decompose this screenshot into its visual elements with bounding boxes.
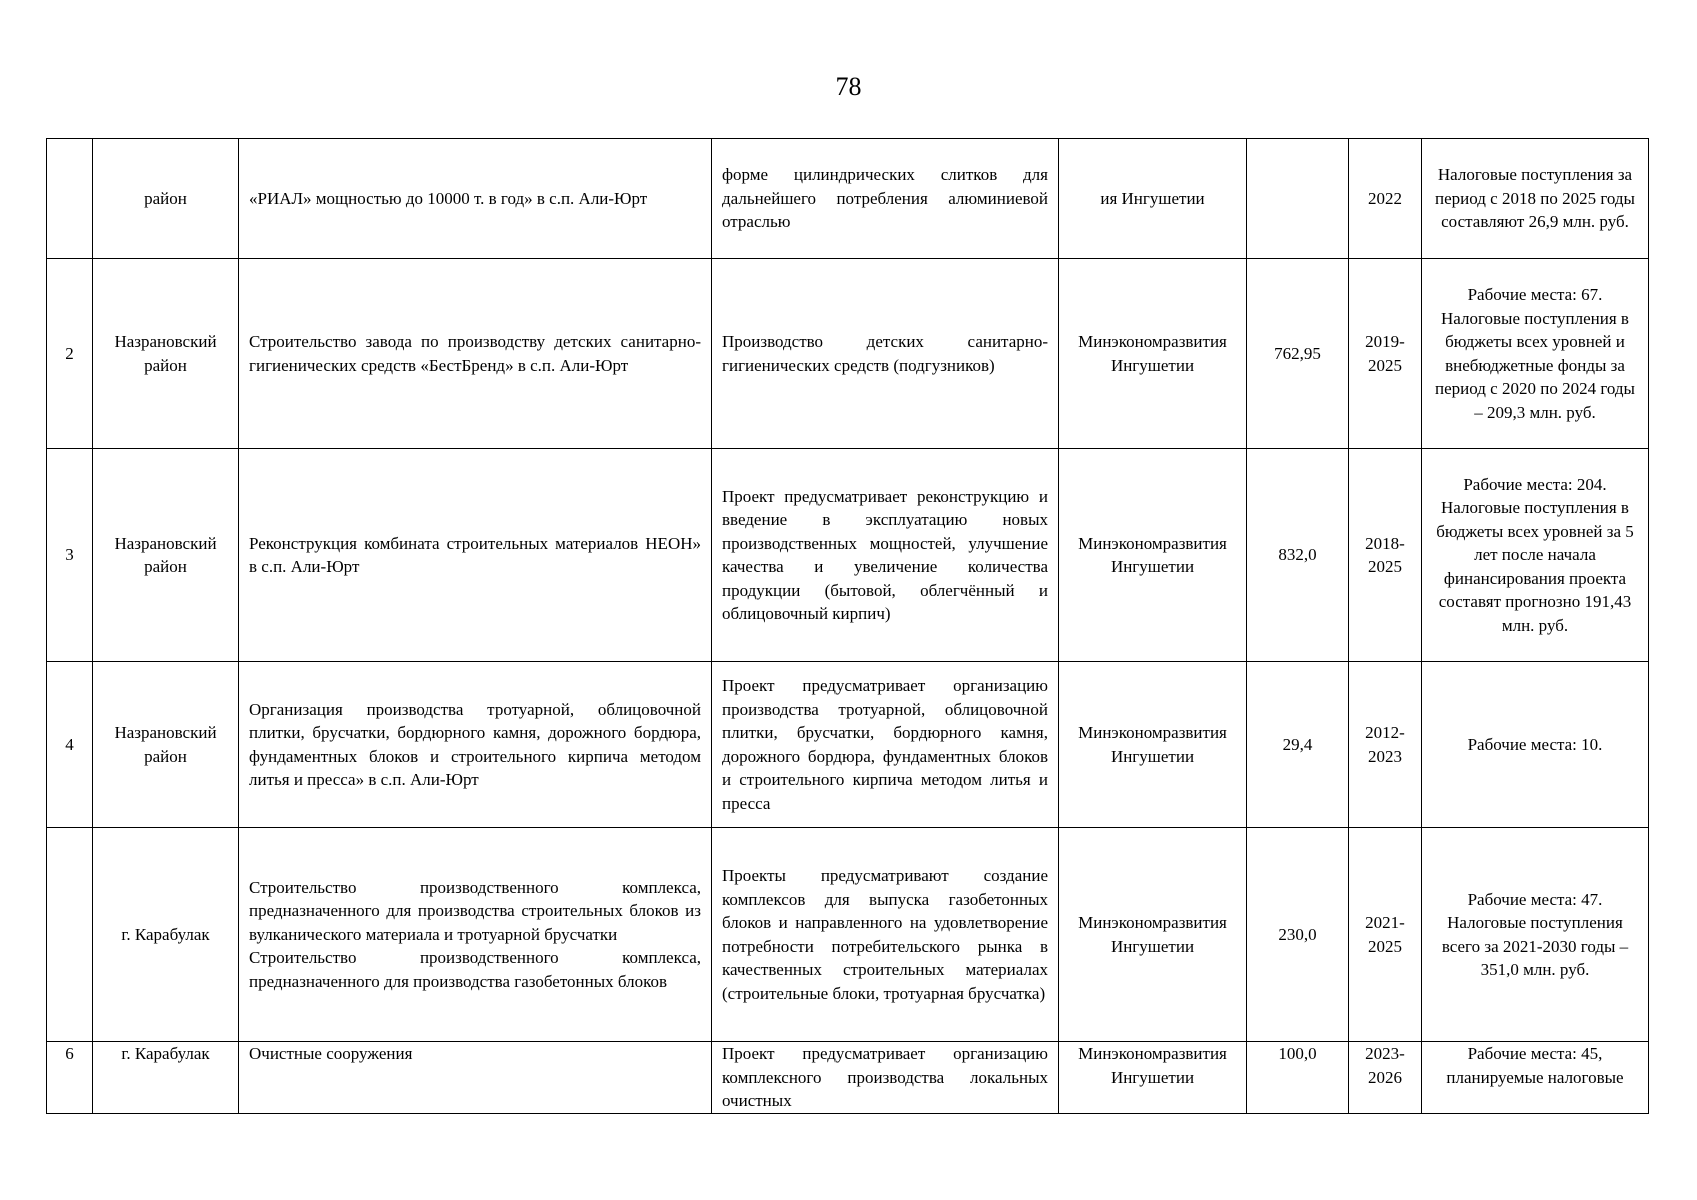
table-row <box>47 662 1649 828</box>
responsible-cell: Минэкономразвития Ингушетии <box>1059 662 1247 828</box>
district-cell: г. Карабулак <box>93 1042 239 1114</box>
table-row <box>47 139 1649 259</box>
row-number: 4 <box>47 662 93 828</box>
responsible-cell: Минэкономразвития Ингушетии <box>1059 449 1247 662</box>
cost-cell <box>1247 139 1349 259</box>
row-number <box>47 139 93 259</box>
effect-cell: Налоговые поступления за период с 2018 по 2025 годы составляют 26,9 млн. руб. <box>1422 139 1649 259</box>
effect-cell: Рабочие места: 67. Налоговые поступления в бюджеты всех уровней и внебюджетные фонды за период с 2020 по 2024 годы – 209,3 млн. руб. <box>1422 259 1649 449</box>
district-cell: Назрановский район <box>93 662 239 828</box>
years-cell: 2019-2025 <box>1349 259 1422 449</box>
description-cell: Проекты предусматривают создание комплексов для выпуска газобетонных блоков и направленного на удовлетворение потребности потребительского рынка в качественных строительных материалах (строительные блоки, тротуарная брусчатка) <box>712 828 1059 1042</box>
years-cell: 2023-2026 <box>1349 1042 1422 1114</box>
row-number <box>47 828 93 1042</box>
cost-cell: 100,0 <box>1247 1042 1349 1114</box>
description-cell: форме цилиндрических слитков для дальнейшего потребления алюминиевой отраслью <box>712 139 1059 259</box>
district-cell: район <box>93 139 239 259</box>
years-cell: 2012-2023 <box>1349 662 1422 828</box>
responsible-cell: Минэкономразвития Ингушетии <box>1059 828 1247 1042</box>
responsible-cell: Минэкономразвития Ингушетии <box>1059 259 1247 449</box>
row-number: 6 <box>47 1042 93 1114</box>
project-cell: Реконструкция комбината строительных материалов НЕОН» в с.п. Али-Юрт <box>239 449 712 662</box>
table-row <box>47 449 1649 662</box>
cost-cell: 762,95 <box>1247 259 1349 449</box>
project-cell: Строительство производственного комплекса, предназначенного для производства строительных блоков из вулканического материала и тротуарной брусчатки Строительство производственного комплекса, предназначенного для производства газобетонных блоков <box>239 828 712 1042</box>
description-cell: Производство детских санитарно-гигиенических средств (подгузников) <box>712 259 1059 449</box>
description-cell: Проект предусматривает организацию комплексного производства локальных очистных <box>712 1042 1059 1114</box>
project-cell: Строительство завода по производству детских санитарно-гигиенических средств «БестБренд» в с.п. Али-Юрт <box>239 259 712 449</box>
table-row <box>47 828 1649 1042</box>
project-cell: Организация производства тротуарной, облицовочной плитки, брусчатки, бордюрного камня, дорожного бордюра, фундаментных блоков и строительного кирпича методом литья и пресса» в с.п. Али-Юрт <box>239 662 712 828</box>
cost-cell: 832,0 <box>1247 449 1349 662</box>
district-cell: г. Карабулак <box>93 828 239 1042</box>
effect-cell: Рабочие места: 47. Налоговые поступления всего за 2021-2030 годы – 351,0 млн. руб. <box>1422 828 1649 1042</box>
responsible-cell: ия Ингушетии <box>1059 139 1247 259</box>
years-cell: 2022 <box>1349 139 1422 259</box>
cost-cell: 29,4 <box>1247 662 1349 828</box>
project-cell: «РИАЛ» мощностью до 10000 т. в год» в с.п. Али-Юрт <box>239 139 712 259</box>
description-cell: Проект предусматривает организацию производства тротуарной, облицовочной плитки, брусчатки, бордюрного камня, дорожного бордюра, фундаментных блоков и строительного кирпича методом литья и пресса <box>712 662 1059 828</box>
projects-table <box>46 138 1649 1114</box>
years-cell: 2021-2025 <box>1349 828 1422 1042</box>
responsible-cell: Минэкономразвития Ингушетии <box>1059 1042 1247 1114</box>
effect-cell: Рабочие места: 10. <box>1422 662 1649 828</box>
table-row <box>47 1042 1649 1114</box>
district-cell: Назрановский район <box>93 449 239 662</box>
page-number: 78 <box>835 72 862 101</box>
row-number: 2 <box>47 259 93 449</box>
effect-cell: Рабочие места: 204. Налоговые поступления в бюджеты всех уровней за 5 лет после начала финансирования проекта составят прогнозно 191,43 млн. руб. <box>1422 449 1649 662</box>
description-cell: Проект предусматривает реконструкцию и введение в эксплуатацию новых производственных мощностей, улучшение качества и увеличение количества продукции (бытовой, облегчённый и облицовочный кирпич) <box>712 449 1059 662</box>
project-cell: Очистные сооружения <box>239 1042 712 1114</box>
cost-cell: 230,0 <box>1247 828 1349 1042</box>
row-number: 3 <box>47 449 93 662</box>
table-row <box>47 259 1649 449</box>
effect-cell: Рабочие места: 45, планируемые налоговые <box>1422 1042 1649 1114</box>
years-cell: 2018-2025 <box>1349 449 1422 662</box>
district-cell: Назрановский район <box>93 259 239 449</box>
